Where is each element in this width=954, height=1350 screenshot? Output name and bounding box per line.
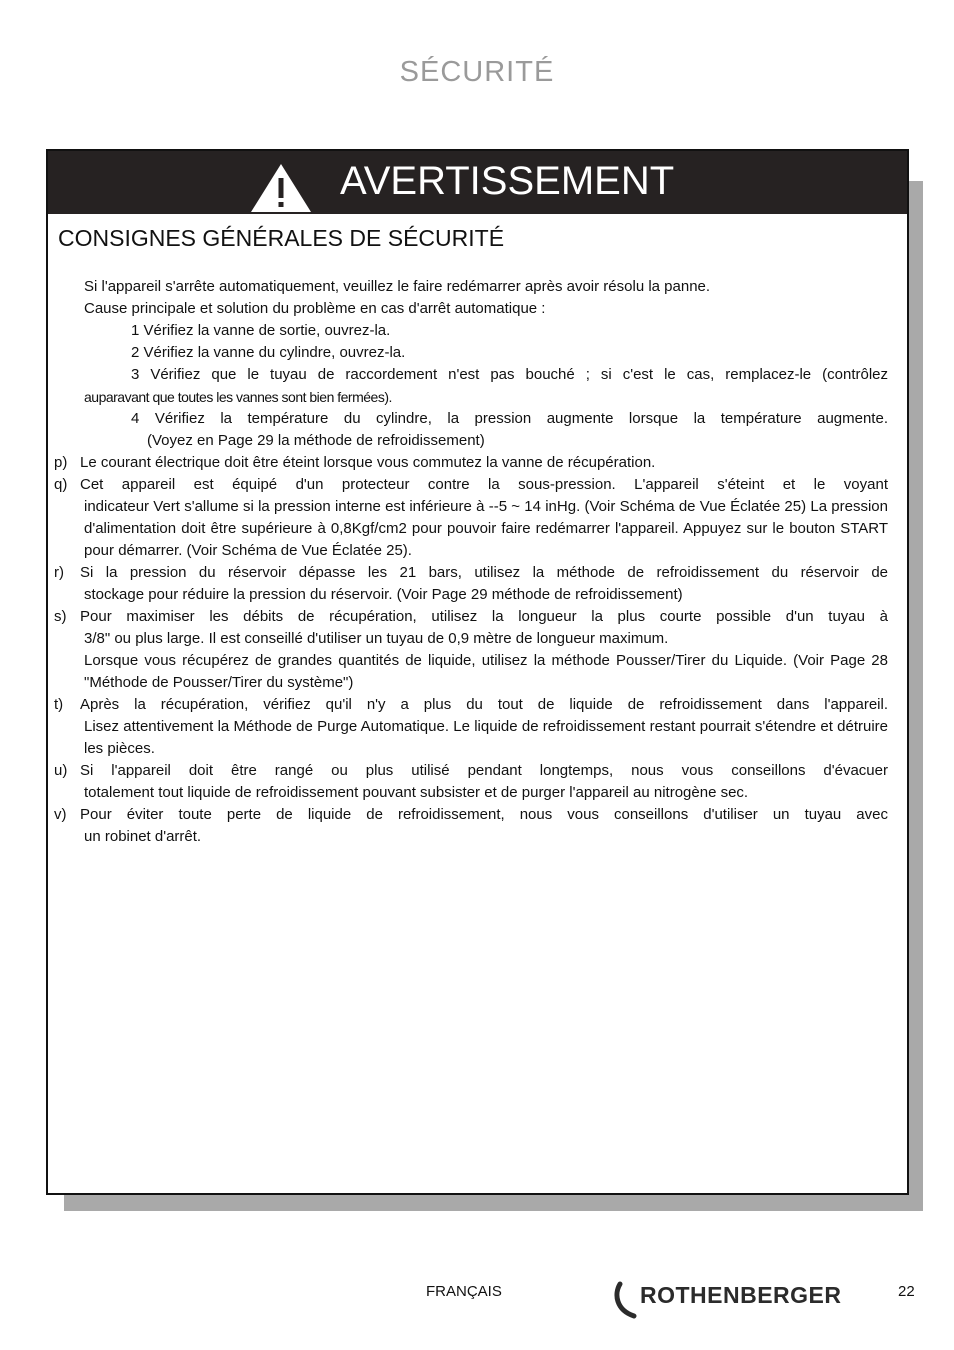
check-step: 4 Vérifiez la température du cylindre, la pression augmente lorsque la température augmente. (131, 410, 888, 427)
warning-triangle-icon (250, 163, 312, 213)
list-item-label: u) (54, 762, 68, 779)
warning-box (46, 149, 909, 1195)
list-item-text: Si l'appareil doit être rangé ou plus utilisé pendant longtemps, nous vous conseillons d'évacuer (80, 762, 888, 779)
intro-paragraph: Cause principale et solution du problème en cas d'arrêt automatique : (84, 300, 546, 317)
check-step: 1 Vérifiez la vanne de sortie, ouvrez-la. (131, 322, 391, 339)
list-item (54, 452, 888, 474)
list-item (54, 562, 888, 584)
section-title: CONSIGNES GÉNÉRALES DE SÉCURITÉ (58, 225, 505, 251)
intro-paragraph: Si l'appareil s'arrête automatiquement, veuillez le faire redémarrer après avoir résolu la panne. (84, 278, 711, 295)
list-item (54, 694, 888, 716)
rothenberger-logo-icon (612, 1280, 862, 1320)
brand-name: ROTHENBERGER (640, 1282, 842, 1308)
list-item-continuation: indicateur Vert s'allume si la pression interne est inférieure à --5 ~ 14 inHg. (Voir Schéma de Vue Éclatée 25) La pression d'alimentation doit être supérieure à 0,8Kgf/cm2 pour pouvoir faire redémarrer l'appareil. Appuyez sur le bouton START pour démarrer. (Voir Schéma de Vue Éclatée 25). (84, 498, 888, 559)
list-item-label: v) (54, 806, 67, 823)
warning-banner (48, 151, 907, 214)
list-item-label: s) (54, 608, 67, 625)
list-item-label: p) (54, 454, 68, 471)
list-item (54, 606, 888, 628)
list-item (54, 474, 888, 496)
list-item-label: t) (54, 696, 64, 713)
list-item-continuation: stockage pour réduire la pression du réservoir. (Voir Page 29 méthode de refroidissement) (84, 586, 683, 603)
safety-instructions (54, 276, 888, 848)
list-item (54, 760, 888, 782)
check-step-continuation: (Voyez en Page 29 la méthode de refroidissement) (147, 432, 485, 449)
logo-swoosh-icon (612, 1280, 642, 1320)
list-item-text: Cet appareil est équipé d'un protecteur contre la sous-pression. L'appareil s'éteint et le voyant (80, 476, 888, 493)
page-title: SÉCURITÉ (399, 56, 555, 88)
list-item-continuation: 3/8" ou plus large. Il est conseillé d'utiliser un tuyau de 0,9 mètre de longueur maximum. (84, 630, 669, 647)
list-item-text: Le courant électrique doit être éteint lorsque vous commutez la vanne de récupération. (80, 454, 656, 471)
check-step: 3 Vérifiez que le tuyau de raccordement n'est pas bouché ; si c'est le cas, remplacez-le (contrôlez (131, 366, 888, 383)
check-step-continuation: auparavant que toutes les vannes sont bien fermées). (84, 389, 392, 405)
list-item-text: Pour maximiser les débits de récupération, utilisez la longueur la plus courte possible d'un tuyau à (80, 608, 888, 625)
list-item-continuation: Lorsque vous récupérez de grandes quantités de liquide, utilisez la méthode Pousser/Tirer du Liquide. (Voir Page 28 "Méthode de Pousser/Tirer du système") (84, 652, 888, 691)
list-item-continuation: un robinet d'arrêt. (84, 828, 202, 845)
list-item-label: r) (54, 564, 64, 581)
list-item (54, 804, 888, 826)
check-step: 2 Vérifiez la vanne du cylindre, ouvrez-la. (131, 344, 406, 361)
warning-title: AVERTISSEMENT (340, 159, 675, 203)
footer-language: FRANÇAIS (426, 1283, 502, 1300)
list-item-continuation: totalement tout liquide de refroidissement pouvant subsister et de purger l'appareil au nitrogène sec. (84, 784, 749, 801)
list-item-text: Si la pression du réservoir dépasse les 21 bars, utilisez la méthode de refroidissement du réservoir de (80, 564, 888, 581)
list-item-text: Pour éviter toute perte de liquide de refroidissement, nous vous conseillons d'utiliser un tuyau avec (80, 806, 888, 823)
list-item-continuation: Lisez attentivement la Méthode de Purge Automatique. Le liquide de refroidissement restant pourrait s'étendre et détruire les pièces. (84, 718, 888, 757)
page-number: 22 (898, 1283, 915, 1300)
list-item-text: Après la récupération, vérifiez qu'il n'y a plus du tout de liquide de refroidissement dans l'appareil. (80, 696, 888, 713)
list-item-label: q) (54, 476, 68, 493)
